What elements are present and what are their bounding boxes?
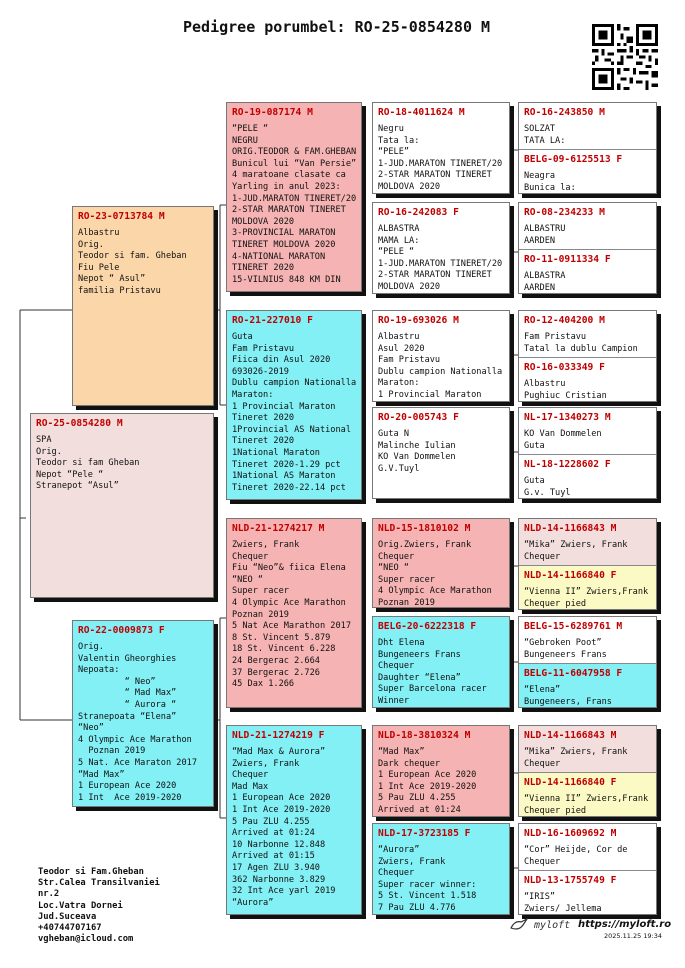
ancestor-female[interactable] — [519, 870, 656, 915]
great-grandparent-card[interactable] — [372, 102, 510, 194]
great-grandparent-card[interactable] — [372, 310, 510, 402]
ancestor-ring: BELG-11-6047958 F — [524, 668, 623, 679]
ancestor-ring: RO-16-243850 M — [524, 107, 605, 118]
grandparent-ring: RO-21-227010 F — [232, 315, 313, 326]
great-grandparent-ring: NLD-18-3810324 M — [378, 730, 471, 741]
great-grandparent-card[interactable] — [372, 202, 510, 294]
ancestor-pair-card[interactable] — [518, 616, 657, 708]
ancestor-ring: NLD-14-1166840 F — [524, 777, 617, 788]
ancestor-details: “Vienna II” Zwiers,Frank Chequer pied — [524, 587, 649, 609]
grandparent-details: Guta Fam Pristavu Fiica din Asul 2020 693026-2019 Dublu campion Nationalla Maraton: 1 Provincial Maraton Tineret 2020 1Provincial AS National Tineret 2020 1National Maraton Tineret 2020-1.29 pct 1National AS Maraton Tineret 2020-22.14 pct — [232, 332, 357, 493]
ancestor-ring: NL-18-1228602 F — [524, 459, 611, 470]
great-grandparent-card[interactable] — [372, 518, 510, 608]
subject-ring: RO-25-0854280 M — [36, 418, 123, 429]
great-grandparent-ring: RO-18-4011624 M — [378, 107, 465, 118]
ancestor-ring: RO-16-033349 F — [524, 362, 605, 373]
ancestor-pair-card[interactable] — [518, 102, 657, 194]
ancestor-male[interactable] — [519, 519, 656, 565]
ancestor-male[interactable] — [519, 311, 656, 357]
ancestor-pair-card[interactable] — [518, 202, 657, 294]
great-grandparent-card[interactable] — [372, 725, 510, 817]
ancestor-details: ALBASTRA AARDEN — [524, 271, 566, 293]
ancestor-ring: BELG-15-6289761 M — [524, 621, 623, 632]
ancestor-details: Neagra Bunica la: — [524, 171, 576, 193]
ancestor-ring: NLD-16-1609692 M — [524, 828, 617, 839]
ancestor-details: Albastru Pughiuc Cristian — [524, 379, 607, 401]
ancestor-ring: RO-11-0911334 F — [524, 254, 611, 265]
grandparent-card[interactable] — [226, 518, 362, 708]
great-grandparent-details: Albastru Asul 2020 Fam Pristavu Dublu campion Nationalla Maraton: 1 Provincial Maraton — [378, 332, 503, 400]
great-grandparent-card[interactable] — [372, 823, 510, 915]
great-grandparent-details: “Mad Max” Dark chequer 1 European Ace 2020 1 Int Ace 2019-2020 5 Pau ZLU 4.255 Arrived at 01:24 — [378, 747, 477, 815]
ancestor-details: “Vienna II” Zwiers,Frank Chequer pied — [524, 794, 649, 816]
ancestor-details: KO Van Dommelen Guta — [524, 429, 602, 451]
grandparent-ring: RO-19-087174 M — [232, 107, 313, 118]
ancestor-male[interactable] — [519, 103, 656, 149]
great-grandparent-card[interactable] — [372, 616, 510, 708]
qr-code — [592, 24, 658, 90]
ancestor-ring: NLD-13-1755749 F — [524, 875, 617, 886]
grandparent-card[interactable] — [226, 310, 362, 500]
ancestor-ring: RO-12-404200 M — [524, 315, 605, 326]
ancestor-pair-card[interactable] — [518, 518, 657, 610]
ancestor-male[interactable] — [519, 726, 656, 772]
ancestor-ring: NLD-14-1166843 M — [524, 523, 617, 534]
dam-ring: RO-22-0009873 F — [78, 625, 165, 636]
great-grandparent-ring: NLD-15-1810102 M — [378, 523, 471, 534]
ancestor-pair-card[interactable] — [518, 407, 657, 499]
logo-text: myloft — [534, 920, 571, 931]
ancestor-ring: BELG-09-6125513 F — [524, 154, 623, 165]
grandparent-ring: NLD-21-1274217 M — [232, 523, 325, 534]
website-link[interactable]: https://myloft.ro — [578, 919, 672, 930]
dam-card[interactable] — [72, 620, 214, 807]
ancestor-female[interactable] — [519, 454, 656, 499]
page-title: Pedigree porumbel: RO-25-0854280 M — [183, 18, 491, 36]
ancestor-pair-card[interactable] — [518, 725, 657, 817]
great-grandparent-details: Guta N Malinche Iulian KO Van Dommelen G.V.Tuyl — [378, 429, 456, 474]
great-grandparent-details: ALBASTRA MAMA LA: “PELE “ 1-JUD.MARATON TINERET/20 2-STAR MARATON TINERET MOLDOVA 2020 — [378, 224, 503, 292]
breeder-contact: Teodor si Fam.Gheban Str.Calea Transilvaniei nr.2 Loc.Vatra Dornei Jud.Suceava +40744707167 vgheban@icloud.com — [38, 867, 160, 945]
great-grandparent-card[interactable] — [372, 407, 510, 499]
grandparent-details: Zwiers, Frank Chequer Fiu “Neo”& fiica Elena “NEO “ Super racer 4 Olympic Ace Marathon Poznan 2019 5 Nat Ace Marathon 2017 8 St. Vincent 5.879 18 St. Vincent 6.228 24 Bergerac 2.664 37 Bergerac 2.726 45 Dax 1.266 — [232, 540, 351, 690]
ancestor-details: “Gebroken Poot” Bungeneers Frans — [524, 638, 607, 660]
ancestor-male[interactable] — [519, 408, 656, 454]
ancestor-female[interactable] — [519, 149, 656, 194]
ancestor-details: “Mika” Zwiers, Frank Chequer — [524, 540, 628, 562]
ancestor-ring: NLD-14-1166843 M — [524, 730, 617, 741]
great-grandparent-ring: RO-16-242083 F — [378, 207, 459, 218]
great-grandparent-details: Orig.Zwiers, Frank Chequer “NEO “ Super racer 4 Olympic Ace Marathon Poznan 2019 — [378, 540, 492, 608]
myloft-logo — [510, 918, 570, 932]
pigeon-icon — [510, 918, 528, 932]
great-grandparent-ring: NLD-17-3723185 F — [378, 828, 471, 839]
ancestor-male[interactable] — [519, 824, 656, 870]
great-grandparent-details: Dht Elena Bungeneers Frans Chequer Daughter “Elena” Super Barcelona racer Winner — [378, 638, 487, 706]
ancestor-details: “Mika” Zwiers, Frank Chequer — [524, 747, 628, 769]
sire-details: Albastru Orig. Teodor si fam. Gheban Fiu Pele Nepot “ Asul” familia Pristavu — [78, 228, 187, 296]
great-grandparent-details: Negru Tata la: “PELE” 1-JUD.MARATON TINERET/20 2-STAR MARATON TINERET MOLDOVA 2020 — [378, 124, 503, 192]
ancestor-ring: NLD-14-1166840 F — [524, 570, 617, 581]
sire-card[interactable] — [72, 206, 214, 406]
grandparent-ring: NLD-21-1274219 F — [232, 730, 325, 741]
ancestor-details: “Cor” Heijde, Cor de Chequer — [524, 845, 628, 867]
subject-card[interactable] — [30, 413, 214, 598]
sire-ring: RO-23-0713784 M — [78, 211, 165, 222]
ancestor-male[interactable] — [519, 617, 656, 663]
great-grandparent-ring: RO-19-693026 M — [378, 315, 459, 326]
grandparent-card[interactable] — [226, 725, 362, 915]
ancestor-female[interactable] — [519, 357, 656, 402]
ancestor-details: Fam Pristavu Tatal la dublu Campion — [524, 332, 638, 354]
ancestor-female[interactable] — [519, 565, 656, 610]
ancestor-details: “IRIS” Zwiers/ Jellema — [524, 892, 602, 914]
generated-timestamp: 2025.11.25 19:34 — [604, 932, 663, 940]
ancestor-female[interactable] — [519, 663, 656, 708]
dam-details: Orig. Valentin Gheorghies Nepoata: “ Neo” “ Mad Max” “ Aurora “ Stranepoata “Elena” “Neo” 4 Olympic Ace Marathon Poznan 2019 5 Nat. Ace Maraton 2017 “Mad Max” 1 European Ace 2020 1 Int Ace 2019-2020 — [78, 642, 197, 803]
ancestor-details: ALBASTRU AARDEN — [524, 224, 566, 246]
subject-details: SPA Orig. Teodor si fam Gheban Nepot “Pele “ Stranepot “Asul” — [36, 435, 140, 492]
ancestor-details: Guta G.v. Tuyl — [524, 476, 571, 498]
ancestor-details: “Elena” Bungeneers, Frans — [524, 685, 612, 707]
ancestor-pair-card[interactable] — [518, 310, 657, 402]
ancestor-ring: NL-17-1340273 M — [524, 412, 611, 423]
great-grandparent-details: “Aurora” Zwiers, Frank Chequer Super racer winner: 5 St. Vincent 1.518 7 Pau ZLU 4.776 — [378, 845, 477, 913]
ancestor-details: SOLZAT TATA LA: — [524, 124, 566, 146]
ancestor-female[interactable] — [519, 249, 656, 294]
ancestor-female[interactable] — [519, 772, 656, 817]
ancestor-ring: RO-08-234233 M — [524, 207, 605, 218]
great-grandparent-ring: BELG-20-6222318 F — [378, 621, 477, 632]
grandparent-card[interactable] — [226, 102, 362, 292]
ancestor-pair-card[interactable] — [518, 823, 657, 915]
grandparent-details: “Mad Max & Aurora” Zwiers, Frank Chequer Mad Max 1 European Ace 2020 1 Int Ace 2019-2020 5 Pau ZLU 4.255 Arrived at 01:24 10 Narbonne 12.848 Arrived at 01:15 17 Agen ZLU 3.940 362 Narbonne 3.829 32 Int Ace yarl 2019 “Aurora” — [232, 747, 336, 908]
ancestor-male[interactable] — [519, 203, 656, 249]
grandparent-details: “PELE “ NEGRU ORIG.TEODOR & FAM.GHEBAN Bunicul lui “Van Persie” 4 maratoane clasate ca Yarling in anul 2023: 1-JUD.MARATON TINERET/20 2-STAR MARATON TINERET MOLDOVA 2020 3-PROVINCIAL MARATON TINERET MOLDOVA 2020 4-NATIONAL MARATON TINERET 2020 15-VILNIUS 848 KM DIN — [232, 124, 357, 285]
great-grandparent-ring: RO-20-005743 F — [378, 412, 459, 423]
